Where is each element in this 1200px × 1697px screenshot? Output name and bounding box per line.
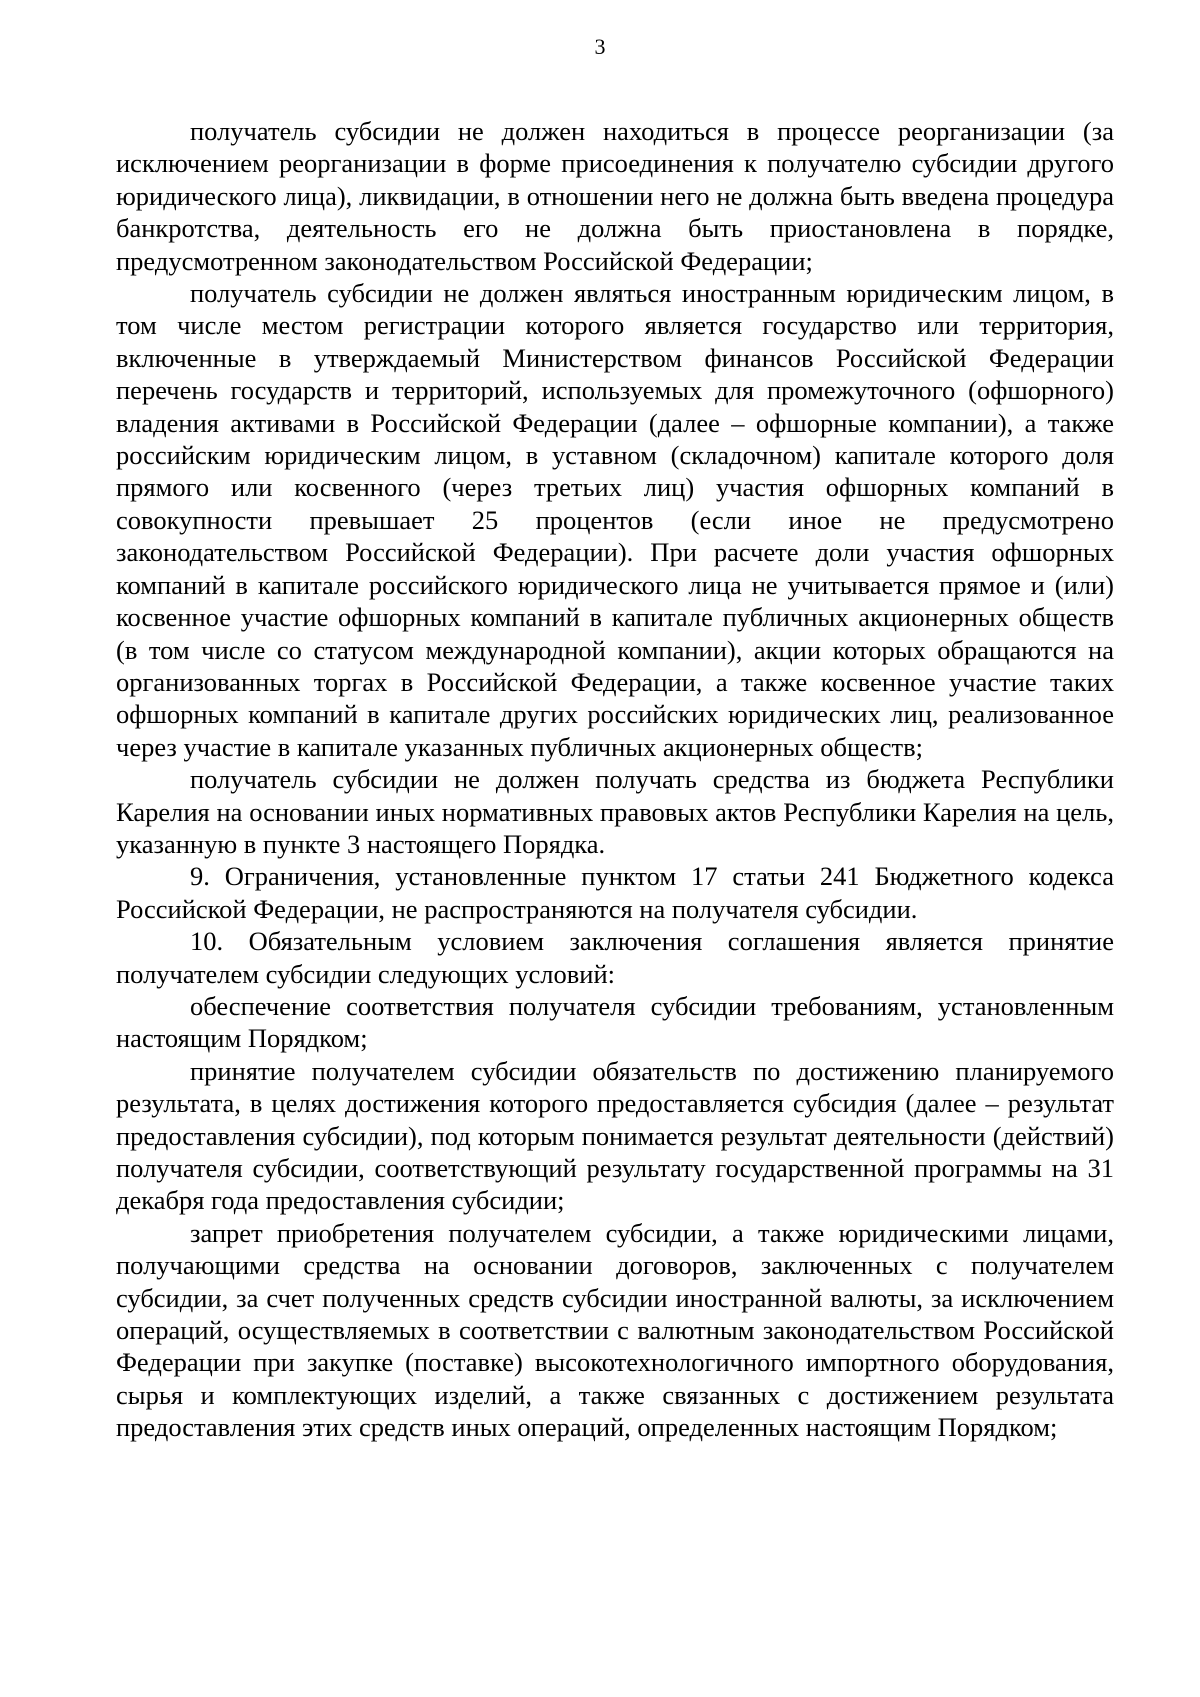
page-number: 3: [594, 34, 606, 59]
paragraph-compliance-condition: обеспечение соответствия получателя субсидии требованиям, установленным настоящим Порядком;: [116, 990, 1114, 1054]
paragraph-item-9: 9. Ограничения, установленные пунктом 17 статьи 241 Бюджетного кодекса Российской Федерации, не распространяются на получателя субсидии.: [116, 861, 1114, 924]
paragraph-result-obligation: принятие получателем субсидии обязательств по достижению планируемого результата, в целях достижения которого предоставляется субсидия (далее – результат предоставления субсидии), под которым понимается результат деятельности (действий) получателя субсидии, соответствующий результату государственной программы на 31 декабря года предоставления субсидии;: [116, 1055, 1114, 1216]
paragraph-reorganization-requirement: получатель субсидии не должен находиться в процессе реорганизации (за исключением реорганизации в форме присоединения к получателю субсидии другого юридического лица), ликвидации, в отношении него не должна быть введена процедура банкротства, деятельность его не должна быть приостановлена в порядке, предусмотренном законодательством Российской Федерации;: [116, 116, 1114, 276]
paragraph-item-10: 10. Обязательным условием заключения соглашения является принятие получателем субсидии следующих условий:: [116, 926, 1114, 989]
paragraph-budget-funds-requirement: получатель субсидии не должен получать средства из бюджета Республики Карелия на основании иных нормативных правовых актов Республики Карелия на цель, указанную в пункте 3 настоящего Порядка.: [116, 764, 1114, 859]
paragraph-currency-prohibition: запрет приобретения получателем субсидии, а также юридическими лицами, получающими средства на основании договоров, заключенных с получателем субсидии, за счет полученных средств субсидии иностранной валюты, за исключением операций, осуществляемых в соответствии с валютным законодательством Российской Федерации при закупке (поставке) высокотехнологичного импортного оборудования, сырья и комплектующих изделий, а также связанных с достижением результата предоставления этих средств иных операций, определенных настоящим Порядком;: [116, 1217, 1114, 1443]
paragraph-offshore-requirement: получатель субсидии не должен являться иностранным юридическим лицом, в том числе местом регистрации которого является государство или территория, включенные в утверждаемый Министерством финансов Российской Федерации перечень государств и территорий, используемых для промежуточного (офшорного) владения активами в Российской Федерации (далее – офшорные компании), а также российским юридическим лицом, в уставном (складочном) капитале которого доля прямого или косвенного (через третьих лиц) участия офшорных компаний в совокупности превышает 25 процентов (если иное не предусмотрено законодательством Российской Федерации). При расчете доли участия офшорных компаний в капитале российского юридического лица не учитывается прямое и (или) косвенное участие офшорных компаний в капитале публичных акционерных обществ (в том числе со статусом международной компании), акции которых обращаются на организованных торгах в Российской Федерации, а также косвенное участие таких офшорных компаний в капитале других российских юридических лиц, реализованное через участие в капитале указанных публичных акционерных обществ;: [116, 278, 1114, 762]
document-body: [116, 115, 1114, 1444]
